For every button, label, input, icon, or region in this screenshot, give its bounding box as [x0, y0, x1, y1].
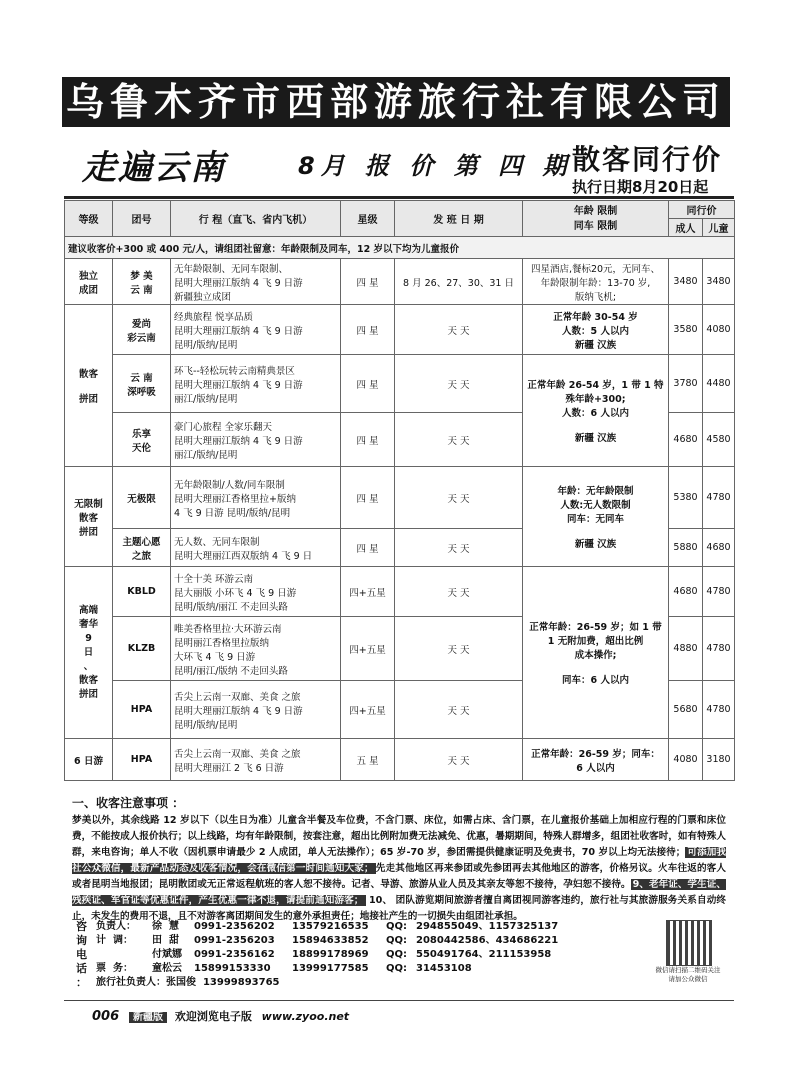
cell-date: 天 天	[395, 355, 523, 413]
notes-paragraph-3: 10、 团队游览期间旅游者擅自离团视同游客违约，旅行社与其旅游服务关系自动终止，未发生的费用不退，且不对游客离团期间发生的意外承担责任；地接社产生的一切损失由组团社承担。	[72, 895, 727, 922]
cell-star: 四 星	[341, 413, 395, 467]
header-child: 儿童	[703, 219, 735, 237]
wechat-highlight: 可添加我社公众微信，最新产品动态及收客情况，会在微信第一时间通知大家；	[72, 847, 727, 874]
contact-phones-mobile: 13579216535 15894633852 18899178969 13999177585	[292, 921, 369, 974]
header-limit	[523, 201, 669, 237]
cell-limit: 正常年龄：26-59 岁；如 1 带 1 无附加费，超出比例 成本操作; 同车：6 人以内	[523, 567, 669, 739]
cell-route: 豪门心旅程 全家乐翻天 昆明大理丽江版纳 4 飞 9 日游 丽江/版纳/昆明	[171, 413, 341, 467]
cell-group: KLZB	[113, 617, 171, 681]
cell-group: KBLD	[113, 567, 171, 617]
footer-divider	[64, 1000, 734, 1001]
cell-star: 四 星	[341, 467, 395, 529]
cell-adult: 5880	[669, 529, 703, 567]
price-table	[64, 200, 735, 781]
company-banner: 乌鲁木齐市西部游旅行社有限公司	[62, 77, 730, 127]
cell-adult: 3580	[669, 305, 703, 355]
header-age-limit: 年龄 限制	[573, 205, 618, 217]
table-row	[65, 739, 735, 781]
cell-star: 四+五星	[341, 617, 395, 681]
cell-group: 云 南 深呼吸	[113, 355, 171, 413]
table-row	[65, 305, 735, 355]
tour-title: 走遍云南	[82, 148, 226, 188]
notes-section	[64, 795, 734, 925]
cell-date: 天 天	[395, 739, 523, 781]
cell-child: 4680	[703, 529, 735, 567]
table-row	[65, 355, 735, 413]
discount-highlight: 9、老年证、学生证、残疾证、军官证等优惠证件，产生优惠一律不退，请提前通知游客；	[72, 879, 727, 906]
notes-paragraph-2: 先走其他地区再来参团或先参团再去其他地区的游客，价格另议。火车往返的客人或者昆明当地报团；昆明散团或无正常返程航班的客人恕不接待。记者、导游、旅游从业人员及其亲友等恕不接待，孕妇恕不接待。	[72, 863, 727, 890]
header-level: 等级	[65, 201, 113, 237]
footer-url[interactable]: www.zyoo.net	[261, 1010, 350, 1023]
cell-route: 舌尖上云南一双廊、美食 之旅 昆明大理丽江版纳 4 飞 9 日游 昆明/版纳/昆明	[171, 681, 341, 739]
header-route: 行 程（直飞、省内飞机）	[171, 201, 341, 237]
cell-star: 四+五星	[341, 567, 395, 617]
issue-label: 8月 报 价 第 四 期	[298, 152, 573, 180]
cell-star: 四 星	[341, 259, 395, 305]
cell-child: 4780	[703, 617, 735, 681]
header-date: 发 班 日 期	[395, 201, 523, 237]
cell-level: 散客 拼团	[65, 305, 113, 467]
cell-date: 天 天	[395, 681, 523, 739]
cell-adult: 4680	[669, 413, 703, 467]
cell-route: 无年龄限制、无同车限制、 昆明大理丽江版纳 4 飞 9 日游 新疆独立成团	[171, 259, 341, 305]
cell-level: 6 日游	[65, 739, 113, 781]
contact-label: 咨 询 电 话 ：	[76, 920, 87, 989]
cell-route: 舌尖上云南一双廊、美食 之旅 昆明大理丽江 2 飞 6 日游	[171, 739, 341, 781]
cell-route: 环飞--轻松玩转云南精典景区 昆明大理丽江版纳 4 飞 9 日游 丽江/版纳/昆明	[171, 355, 341, 413]
cell-adult: 4880	[669, 617, 703, 681]
cell-adult: 5680	[669, 681, 703, 739]
cell-star: 四 星	[341, 529, 395, 567]
cell-date: 8 月 26、27、30、31 日	[395, 259, 523, 305]
cell-route: 无人数、无同车限制 昆明大理丽江西双版纳 4 飞 9 日	[171, 529, 341, 567]
headline	[68, 138, 734, 196]
cell-star: 五 星	[341, 739, 395, 781]
header-peer-price: 同行价	[669, 201, 735, 219]
notes-title: 一、收客注意事项 ：	[72, 796, 185, 810]
cell-group: 主题心愿 之旅	[113, 529, 171, 567]
cell-level: 高端 奢华 9 日 、 散客 拼团	[65, 567, 113, 739]
cell-adult: 5380	[669, 467, 703, 529]
contact-section	[70, 920, 730, 994]
cell-route: 十全十美 环游云南 昆大丽版 小环飞 4 飞 9 日游 昆明/版纳/丽江 不走回头路	[171, 567, 341, 617]
cell-star: 四+五星	[341, 681, 395, 739]
cell-route: 经典旅程 悦享品质 昆明大理丽江版纳 4 飞 9 日游 昆明/版纳/昆明	[171, 305, 341, 355]
cell-date: 天 天	[395, 617, 523, 681]
cell-adult: 4080	[669, 739, 703, 781]
header-group: 团号	[113, 201, 171, 237]
cell-group: 梦 美 云 南	[113, 259, 171, 305]
cell-adult: 4680	[669, 567, 703, 617]
cell-child: 3180	[703, 739, 735, 781]
header-bus-limit: 同车 限制	[573, 220, 618, 232]
cell-child: 4080	[703, 305, 735, 355]
cell-level: 独立 成团	[65, 259, 113, 305]
cell-child: 4780	[703, 567, 735, 617]
cell-group: 爱尚 彩云南	[113, 305, 171, 355]
cell-limit: 正常年龄：26-59 岁；同车： 6 人以内	[523, 739, 669, 781]
contact-phones-landline: 0991-2356202 0991-2356203 0991-2356162 15899153330	[194, 921, 275, 974]
page-footer	[92, 1008, 349, 1024]
cell-date: 天 天	[395, 567, 523, 617]
execution-date: 执行日期8月20日起	[572, 178, 709, 196]
table-row	[65, 567, 735, 617]
cell-adult: 3480	[669, 259, 703, 305]
table-row	[65, 259, 735, 305]
page-number: 006	[92, 1009, 120, 1024]
contact-qq-labels: QQ: QQ: QQ: QQ:	[386, 921, 408, 974]
cell-limit: 正常年龄 30-54 岁 人数：5 人以内 新疆 汉族	[523, 305, 669, 355]
cell-date: 天 天	[395, 413, 523, 467]
cell-group: 乐享 天伦	[113, 413, 171, 467]
cell-star: 四 星	[341, 305, 395, 355]
header-adult: 成人	[669, 219, 703, 237]
qr-code-icon[interactable]	[666, 920, 712, 966]
contact-names: 徐 慧 田 甜 付斌娜 童松云	[152, 921, 182, 974]
cell-date: 天 天	[395, 305, 523, 355]
footer-welcome: 欢迎浏览电子版	[174, 1010, 252, 1023]
header-star: 星级	[341, 201, 395, 237]
cell-adult: 3780	[669, 355, 703, 413]
cell-group: HPA	[113, 739, 171, 781]
cell-limit: 四星酒店,餐标20元，无同车、 年龄限制年龄：13-70 岁, 版纳飞机;	[523, 259, 669, 305]
cell-child: 4780	[703, 681, 735, 739]
cell-child: 4780	[703, 467, 735, 529]
top-rule	[64, 196, 734, 199]
notes-body	[64, 813, 734, 925]
table-row	[65, 467, 735, 529]
cell-date: 天 天	[395, 529, 523, 567]
cell-limit: 年龄：无年龄限制 人数:无人数限制 同车：无同车 新疆 汉族	[523, 467, 669, 567]
contact-roles: 负责人： 计 调： 票 务： 旅行社负责人：张国俊 13999893765	[96, 921, 280, 988]
cell-child: 4480	[703, 355, 735, 413]
cell-child: 3480	[703, 259, 735, 305]
edition-tag: 新疆版	[129, 1012, 167, 1023]
cell-level: 无限制 散客 拼团	[65, 467, 113, 567]
price-type: 散客同行价	[572, 143, 723, 176]
qr-caption: 微信请扫描二维码关注 请加公众微信	[655, 966, 721, 983]
notes-paragraph-1: 梦美以外，其余线路 12 岁以下（以生日为准）儿童含半餐及车位费，不含门票、床位，如需占床、含门票，在儿童报价基础上加相应行程的门票和床位费，不能按成人报价执行；以上线路，均有年龄限制，按套注意，超出比例附加费无法减免、优惠，暑期期间，特殊人群增多，组团社收客时，如有特殊人群，来电咨询；单人不收（因机票申请最少 2 人成团，单人无法操作）；65 岁-70 岁，参团需提供健康证明及免责书，70 岁以上均无法接待；	[72, 815, 726, 858]
cell-child: 4580	[703, 413, 735, 467]
cell-star: 四 星	[341, 355, 395, 413]
cell-group: HPA	[113, 681, 171, 739]
cell-limit: 正常年龄 26-54 岁，1 带 1 特 殊年龄+300; 人数：6 人以内 新疆 汉族	[523, 355, 669, 467]
contact-qq-numbers: 294855049、1157325137 2080442586、434686221 550491764、211153958 31453108	[416, 921, 559, 974]
cell-date: 天 天	[395, 467, 523, 529]
cell-route: 无年龄限制/人数/同车限制 昆明大理丽江香格里拉+版纳 4 飞 9 日游 昆明/版纳/昆明	[171, 467, 341, 529]
cell-route: 唯美香格里拉·大环游云南 昆明丽江香格里拉版纳 大环飞 4 飞 9 日游 昆明/丽江/版纳 不走回头路	[171, 617, 341, 681]
cell-group: 无极限	[113, 467, 171, 529]
table-notice: 建议收客价+300 或 400 元/人，请组团社留意：年龄限制及同车，12 岁以下均为儿童报价	[65, 237, 735, 259]
